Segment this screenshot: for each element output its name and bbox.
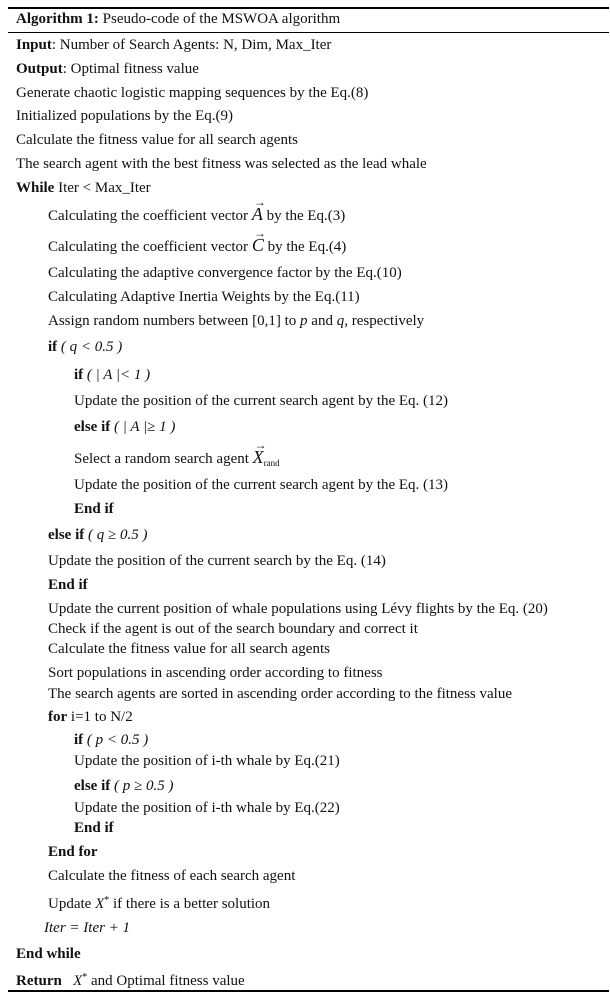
line-boundary: Check if the agent is out of the search boundary and correct it xyxy=(48,621,418,637)
line-assign-random xyxy=(48,312,424,330)
endwhile-keyword: End while xyxy=(16,946,81,962)
line-init: Initialized populations by the Eq.(9) xyxy=(16,108,234,124)
line-endfor xyxy=(48,843,98,861)
assign-and: and xyxy=(311,313,333,329)
line-calc-fitness-2: Calculate the fitness value for all search agents xyxy=(48,641,330,657)
for-keyword: for xyxy=(48,709,68,725)
line-endif-3 xyxy=(74,819,114,837)
coef-c-post: by the Eq.(4) xyxy=(267,239,347,255)
line-while xyxy=(16,179,151,197)
if-condition: ( q < 0.5 ) xyxy=(60,339,123,355)
elseif-condition: ( | A |≥ 1 ) xyxy=(113,419,176,435)
line-calc-each: Calculate the fitness of each search agent xyxy=(48,868,296,884)
elseif2-keyword: else if xyxy=(48,527,85,543)
return-sup: * xyxy=(82,972,88,983)
assign-pre: Assign random numbers between [0,1] to xyxy=(48,313,297,329)
line-sorted: The search agents are sorted in ascending order according to the fitness value xyxy=(48,686,512,702)
algorithm-title xyxy=(16,10,340,28)
input-text: : Number of Search Agents: N, Dim, Max_Iter xyxy=(51,37,332,53)
line-update-14: Update the position of the current search by the Eq. (14) xyxy=(48,553,386,569)
vector-x-symbol: → X xyxy=(253,448,264,466)
return-keyword: Return xyxy=(16,973,62,989)
endif2-keyword: End if xyxy=(48,577,88,593)
line-select-random xyxy=(74,448,280,472)
return-symbol: X xyxy=(73,973,83,989)
line-update-12: Update the position of the current search agent by the Eq. (12) xyxy=(74,393,449,409)
line-coef-a xyxy=(48,205,345,225)
line-update-x xyxy=(48,892,270,913)
output-label: Output xyxy=(16,61,63,77)
update-x-post: if there is a better solution xyxy=(113,896,271,912)
line-endwhile xyxy=(16,945,81,963)
if3-keyword: if xyxy=(74,732,84,748)
output-text: : Optimal fitness value xyxy=(62,61,199,77)
input-label: Input xyxy=(16,37,52,53)
endif1-keyword: End if xyxy=(74,501,114,517)
line-if-a xyxy=(74,366,150,384)
select-pre: Select a random search agent xyxy=(74,451,249,467)
input-line xyxy=(16,36,331,54)
while-condition: Iter < Max_Iter xyxy=(58,180,151,196)
line-generate: Generate chaotic logistic mapping sequences by the Eq.(8) xyxy=(16,85,369,101)
if2-keyword: if xyxy=(74,367,84,383)
line-if-p xyxy=(74,731,148,749)
title-label: Algorithm 1: xyxy=(16,11,99,27)
line-adaptive-inertia: Calculating Adaptive Inertia Weights by the Eq.(11) xyxy=(48,289,360,305)
line-lead-whale: The search agent with the best fitness was selected as the lead whale xyxy=(16,156,427,172)
line-for xyxy=(48,708,133,726)
coef-c-pre: Calculating the coefficient vector xyxy=(48,239,249,255)
line-adaptive-convergence: Calculating the adaptive convergence factor by the Eq.(10) xyxy=(48,265,402,281)
line-elseif-a xyxy=(74,418,175,436)
if-keyword: if xyxy=(48,339,58,355)
elseif-keyword: else if xyxy=(74,419,111,435)
for-condition: i=1 to N/2 xyxy=(70,709,133,725)
line-elseif-q xyxy=(48,526,147,544)
line-levy: Update the current position of whale populations using Lévy flights by the Eq. (20) xyxy=(48,601,548,617)
update-x-symbol: X xyxy=(95,896,105,912)
elseif3-condition: ( p ≥ 0.5 ) xyxy=(113,778,174,794)
line-calc-fitness: Calculate the fitness value for all search agents xyxy=(16,132,298,148)
update-x-sup: * xyxy=(104,895,110,906)
line-endif-2 xyxy=(48,576,88,594)
header-rule xyxy=(8,32,609,33)
elseif2-condition: ( q ≥ 0.5 ) xyxy=(87,527,148,543)
vector-c-symbol: → C xyxy=(252,236,264,254)
if2-condition: ( | A |< 1 ) xyxy=(86,367,151,383)
line-update-22: Update the position of i-th whale by Eq.(22) xyxy=(74,800,340,816)
assign-q: q xyxy=(336,313,345,329)
line-iter-increment: Iter = Iter + 1 xyxy=(44,920,131,936)
line-elseif-p xyxy=(74,777,173,795)
line-return xyxy=(16,969,245,990)
line-update-21: Update the position of i-th whale by Eq.(21) xyxy=(74,753,340,769)
endfor-keyword: End for xyxy=(48,844,98,860)
if3-condition: ( p < 0.5 ) xyxy=(86,732,149,748)
line-if-q xyxy=(48,338,122,356)
vector-a-symbol: → A xyxy=(252,205,263,223)
assign-p: p xyxy=(300,313,308,329)
line-coef-c xyxy=(48,236,346,256)
line-endif-1 xyxy=(74,500,114,518)
output-line xyxy=(16,60,199,78)
select-sub: rand xyxy=(263,458,280,468)
coef-a-post: by the Eq.(3) xyxy=(266,208,346,224)
line-sort: Sort populations in ascending order according to fitness xyxy=(48,665,383,681)
return-post: and Optimal fitness value xyxy=(91,973,245,989)
while-keyword: While xyxy=(16,180,55,196)
update-x-pre: Update xyxy=(48,896,92,912)
elseif3-keyword: else if xyxy=(74,778,111,794)
title-text: Pseudo-code of the MSWOA algorithm xyxy=(102,11,341,27)
top-rule xyxy=(8,7,609,9)
bottom-rule xyxy=(8,990,609,992)
line-update-13: Update the position of the current search agent by the Eq. (13) xyxy=(74,477,449,493)
endif3-keyword: End if xyxy=(74,820,114,836)
assign-post: , respectively xyxy=(344,313,425,329)
coef-a-pre: Calculating the coefficient vector xyxy=(48,208,249,224)
